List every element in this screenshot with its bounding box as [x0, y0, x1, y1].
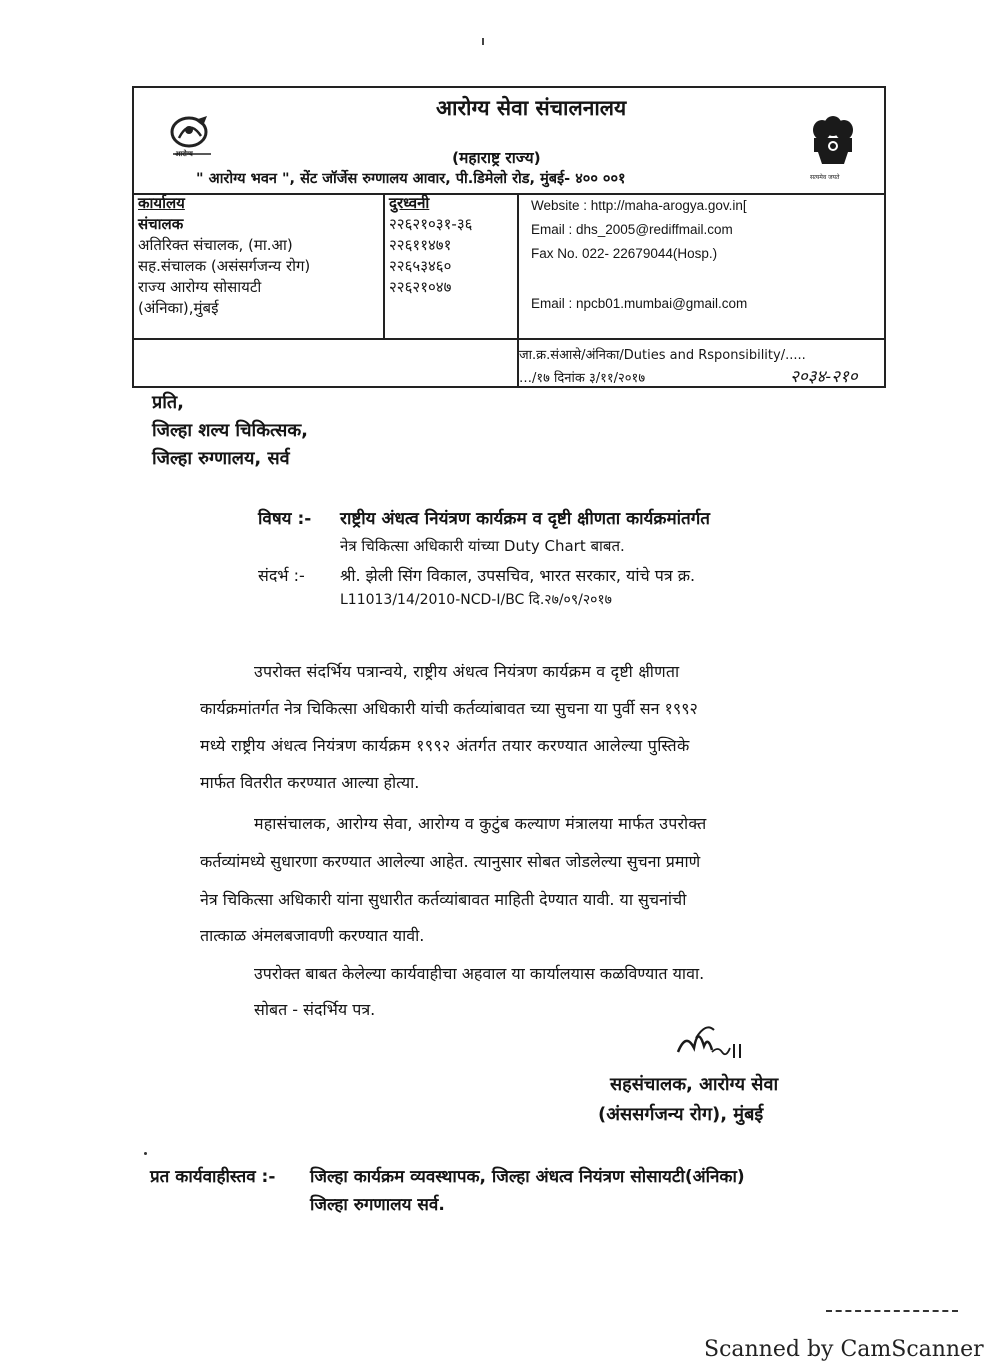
body-line: मध्ये राष्ट्रीय अंधत्व नियंत्रण कार्यक्रम १९९२ अंतर्गत तयार करण्यात आलेल्या पुस्तिके	[200, 736, 690, 755]
recipient-line: जिल्हा रुग्णालय, सर्व	[152, 448, 290, 469]
email-text: Email : npcb01.mumbai@gmail.com	[531, 296, 748, 311]
office-line: राज्य आरोग्य सोसायटी	[138, 278, 262, 296]
phone-number: २२६११४७१	[389, 236, 452, 254]
reference-line: L11013/14/2010-NCD-I/BC दि.२७/०९/२०१७	[340, 592, 612, 608]
body-line: मार्फत वितरीत करण्यात आल्या होत्या.	[200, 773, 420, 792]
body-line: तात्काळ अंमलबजावणी करण्यात यावी.	[200, 926, 425, 945]
phone-number: २२६२१०४७	[389, 278, 452, 296]
footer-rule	[826, 1310, 958, 1312]
office-line: सह.संचालक (असंसर्गजन्य रोग)	[138, 257, 311, 275]
handwritten-number: २०३४-२१०	[790, 367, 858, 387]
phone-heading: दुरध्वनी	[389, 194, 430, 212]
recipient-line: जिल्हा शल्य चिकित्सक,	[152, 420, 308, 441]
subject-label: विषय :-	[258, 509, 312, 529]
reference-line: श्री. झेली सिंग विकाल, उपसचिव, भारत सरकार, यांचे पत्र क्र.	[340, 566, 696, 585]
office-column	[138, 193, 310, 319]
email-text: Email : dhs_2005@rediffmail.com	[531, 222, 733, 237]
health-logo-icon	[165, 110, 221, 162]
recipient-to: प्रति,	[152, 392, 185, 413]
copy-line: जिल्हा कार्यक्रम व्यवस्थापक, जिल्हा अंधत्व नियंत्रण सोसायटी(अंनिका)	[310, 1167, 745, 1187]
office-line: (अंनिका),मुंबई	[138, 299, 219, 317]
enclosure-note: सोबत - संदर्भिय पत्र.	[254, 1000, 376, 1019]
body-line: महासंचालक, आरोग्य सेवा, आरोग्य व कुटुंब कल्याण मंत्रालया मार्फत उपरोक्त	[254, 814, 707, 833]
fax-text: Fax No. 022- 22679044(Hosp.)	[531, 246, 718, 261]
reference-date: …/१७ दिनांक ३/११/२०१७	[519, 371, 646, 386]
phone-number: २२६५३४६०	[389, 257, 452, 275]
reference-number: जा.क्र.संआसे/अंनिका/Duties and Rsponsibility/.....	[519, 348, 806, 363]
reference-label: संदर्भ :-	[258, 566, 305, 585]
national-emblem-icon	[808, 116, 858, 182]
subject-line: नेत्र चिकित्सा अधिकारी यांच्या Duty Chart बाबत.	[340, 537, 625, 555]
subject-line: राष्ट्रीय अंधत्व नियंत्रण कार्यक्रम व दृष्टी क्षीणता कार्यक्रमांतर्गत	[340, 509, 710, 529]
office-address: " आरोग्य भवन ", सेंट जॉर्जेस रुग्णालय आवार, पी.डिमेलो रोड, मुंबई- ४०० ००१	[196, 171, 626, 187]
website-text: Website : http://maha-arogya.gov.in[	[531, 198, 747, 213]
state-name: (महाराष्ट्र राज्य)	[452, 149, 541, 167]
body-line: नेत्र चिकित्सा अधिकारी यांना सुधारीत कर्तव्यांबावत माहिती देण्यात यावी. या सुचनांची	[200, 890, 687, 909]
copy-label: प्रत कार्यवाहीस्तव :-	[150, 1167, 276, 1187]
copy-line: जिल्हा रुगणालय सर्व.	[310, 1195, 445, 1215]
signatory-department: (अंससर्गजन्य रोग), मुंबई	[598, 1104, 764, 1125]
signatory-title: सहसंचालक, आरोग्य सेवा	[610, 1074, 779, 1095]
signature-mark-icon	[672, 1018, 752, 1068]
divider-line	[383, 193, 385, 340]
scan-dot	[144, 1152, 147, 1155]
divider-line	[132, 338, 886, 340]
emblem-caption: आरोग्य	[175, 150, 193, 158]
scan-mark	[482, 38, 484, 45]
office-line: अतिरिक्त संचालक, (मा.आ)	[138, 236, 293, 254]
directorate-title: आरोग्य सेवा संचालनालय	[436, 96, 627, 120]
body-line: कार्यक्रमांतर्गत नेत्र चिकित्सा अधिकारी यांची कर्तव्यांबावत च्या सुचना या पुर्वी सन १९९२	[200, 699, 698, 718]
body-line: कर्तव्यांमध्ये सुधारणा करण्यात आलेल्या आहेत. त्यानुसार सोबत जोडलेल्या सुचना प्रमाणे	[200, 852, 701, 871]
phone-column	[389, 193, 472, 298]
scanner-watermark: Scanned by CamScanner	[704, 1337, 984, 1362]
emblem-motto: सत्यमेव जयते	[810, 174, 840, 181]
body-line: उपरोक्त बाबत केलेल्या कार्यवाहीचा अहवाल या कार्यालयास कळविण्यात यावा.	[254, 964, 705, 983]
body-line: उपरोक्त संदर्भिय पत्रान्वये, राष्ट्रीय अंधत्व नियंत्रण कार्यक्रम व दृष्टी क्षीणता	[254, 662, 680, 681]
phone-number: २२६२१०३१-३६	[389, 215, 473, 233]
office-line: संचालक	[138, 215, 184, 233]
office-heading: कार्यालय	[138, 194, 185, 212]
